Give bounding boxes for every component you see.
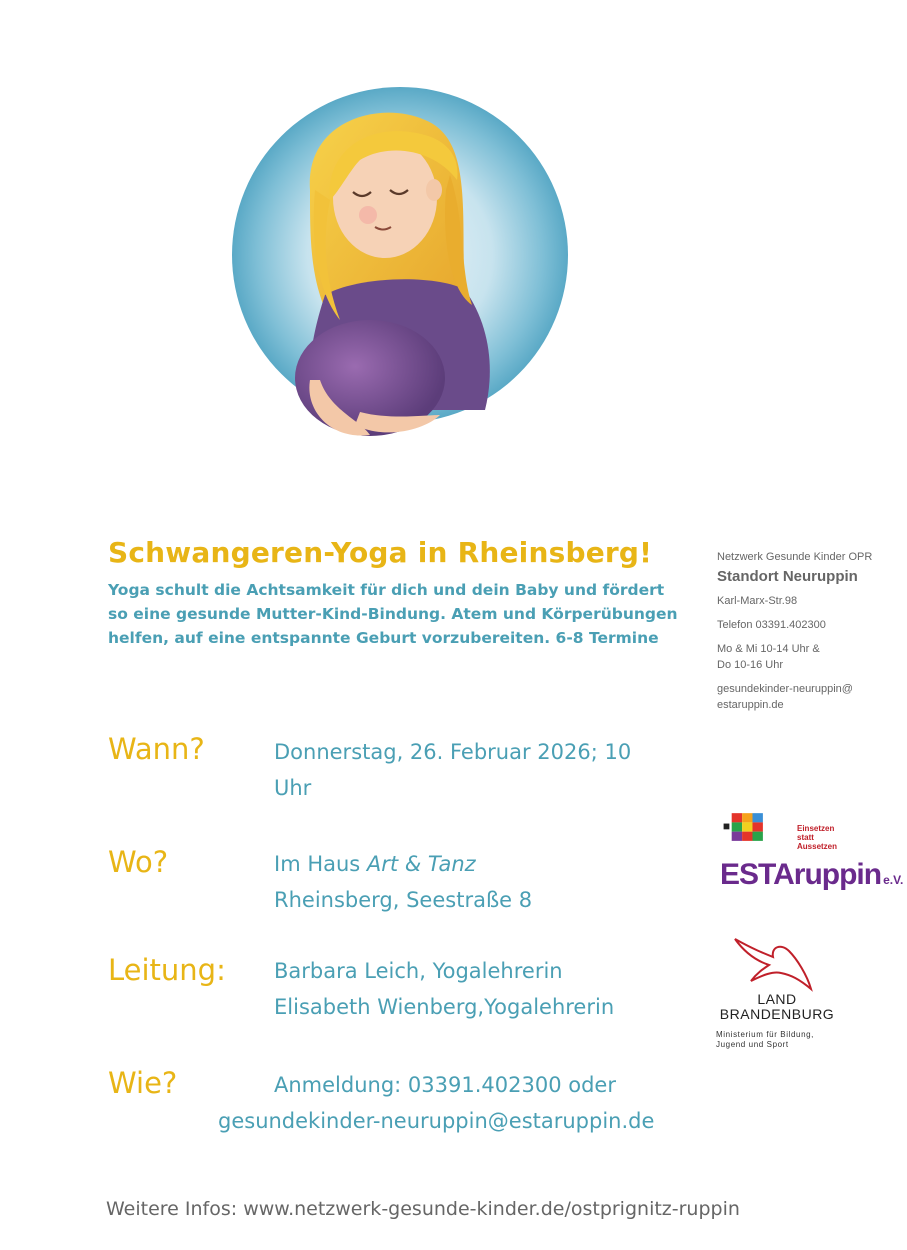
lead-line-1: Barbara Leich, Yogalehrerin	[274, 959, 563, 983]
contact-phone: Telefon 03391.402300	[717, 619, 826, 631]
footer-link[interactable]: Weitere Infos: www.netzwerk-gesunde-kinder.de/ostprignitz-ruppin	[106, 1198, 740, 1220]
how-label: Wie?	[108, 1066, 178, 1100]
how-line-1: Anmeldung: 03391.402300 oder	[274, 1073, 616, 1097]
esta-slogan-1: Einsetzen	[797, 824, 835, 833]
contact-hours-1: Mo & Mi 10-14 Uhr &	[717, 643, 820, 655]
page-title: Schwangeren-Yoga in Rheinsberg!	[108, 536, 653, 569]
brandenburg-name: BRANDENBURG	[719, 1006, 835, 1022]
pregnant-woman-illustration	[210, 80, 590, 460]
esta-slogan-3: Aussetzen	[797, 842, 838, 851]
esta-suffix: e.V.	[883, 873, 904, 887]
intro-line: helfen, auf eine entspannte Geburt vorzubereiten. 6-8 Termine	[108, 629, 659, 647]
brandenburg-ministry-1: Ministerium für Bildung,	[716, 1030, 814, 1039]
contact-org: Netzwerk Gesunde Kinder OPR	[717, 551, 873, 563]
where-value	[274, 846, 532, 918]
when-value	[274, 734, 631, 806]
where-line-2: Rheinsberg, Seestraße 8	[274, 888, 533, 912]
intro-line: Yoga schult die Achtsamkeit für dich und dein Baby und fördert	[108, 581, 665, 599]
when-line-1: Donnerstag, 26. Februar 2026; 10	[274, 740, 632, 764]
contact-email-1: gesundekinder-neuruppin@	[717, 683, 853, 695]
contact-location: Standort Neuruppin	[717, 568, 858, 585]
how-line-2[interactable]: gesundekinder-neuruppin@estaruppin.de	[218, 1109, 655, 1133]
where-label: Wo?	[108, 845, 169, 879]
contact-email-2: estaruppin.de	[717, 699, 784, 711]
contact-street: Karl-Marx-Str.98	[717, 595, 798, 607]
lead-label: Leitung:	[108, 953, 226, 987]
brandenburg-logo	[716, 992, 838, 1050]
intro-text	[108, 578, 678, 650]
esta-logo-text	[720, 858, 903, 892]
contact-email	[717, 681, 897, 713]
esta-slogan	[797, 824, 837, 851]
lead-line-2: Elisabeth Wienberg,Yogalehrerin	[274, 995, 615, 1019]
contact-hours-2: Do 10-16 Uhr	[717, 659, 784, 671]
where-venue: Art & Tanz	[366, 852, 476, 876]
esta-puzzle-logo	[722, 812, 798, 864]
esta-slogan-2: statt	[797, 833, 814, 842]
when-label: Wann?	[108, 732, 205, 766]
brandenburg-eagle-icon	[733, 935, 813, 993]
esta-name: ESTAruppin	[720, 858, 882, 891]
where-line-1	[274, 846, 532, 882]
where-prefix: Im Haus	[274, 852, 367, 876]
contact-box	[717, 550, 897, 721]
when-line-2: Uhr	[274, 776, 312, 800]
contact-hours	[717, 641, 897, 673]
lead-value	[274, 953, 614, 1025]
brandenburg-ministry-2: Jugend und Sport	[716, 1040, 789, 1049]
brandenburg-land: LAND	[757, 991, 797, 1007]
intro-line: so eine gesunde Mutter-Kind-Bindung. Atem und Körperübungen	[108, 605, 678, 623]
